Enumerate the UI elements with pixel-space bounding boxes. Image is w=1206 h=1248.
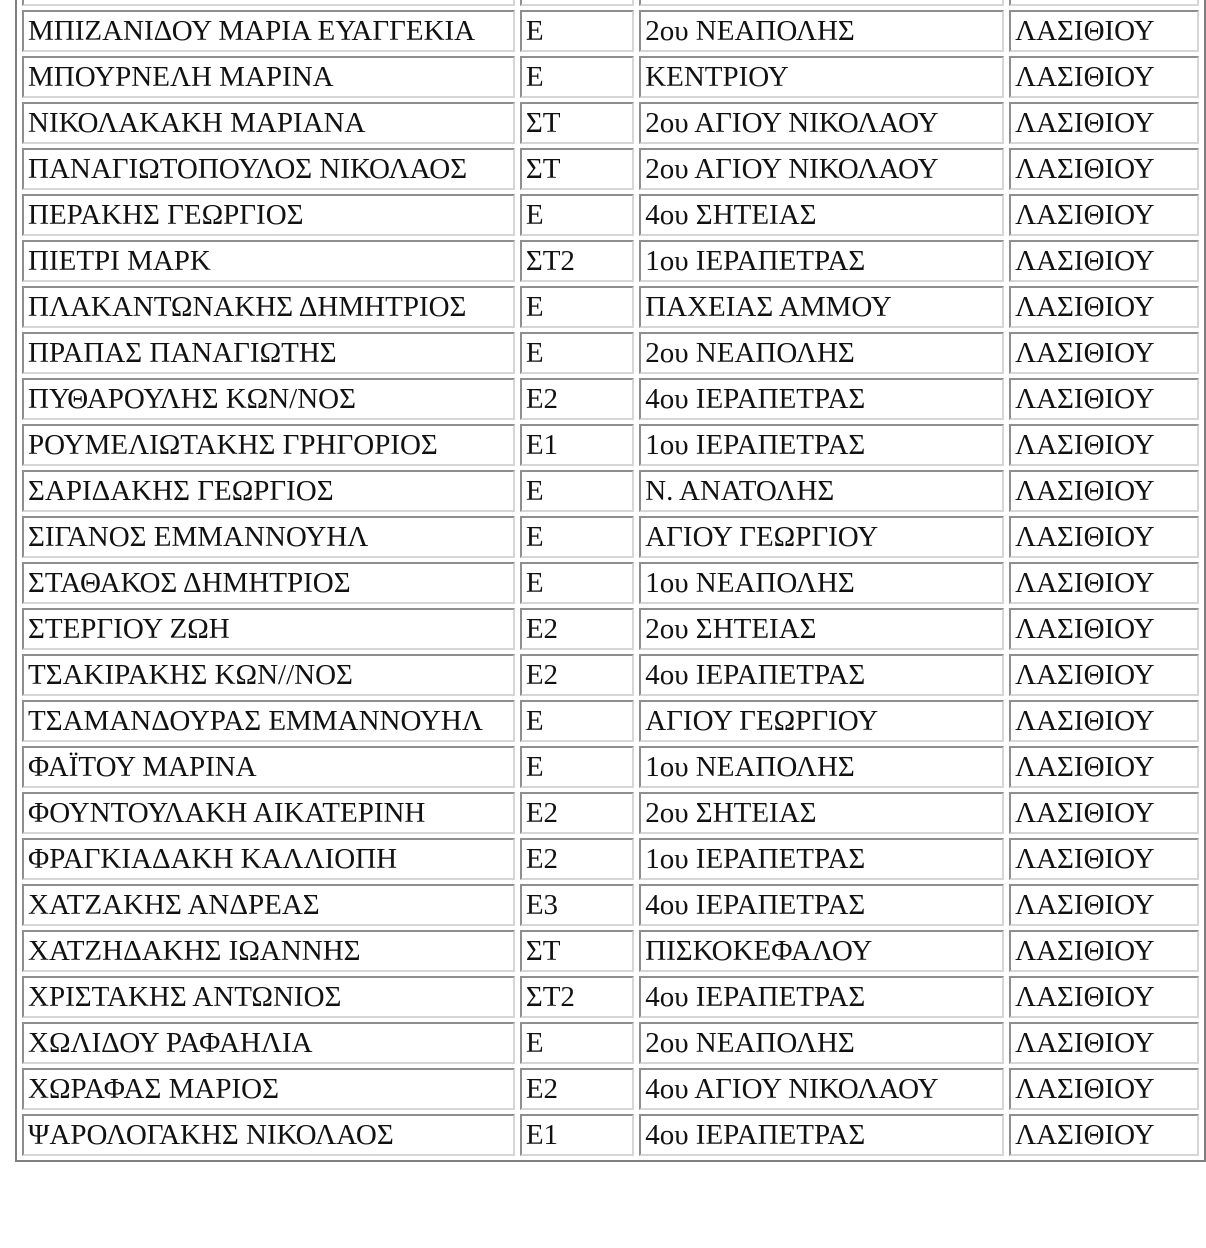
cell-school: 4ου ΑΓΙΟΥ ΝΙΚΟΛΑΟΥ bbox=[639, 1068, 1004, 1110]
cell-area: ΛΑΣΙΘΙΟΥ bbox=[1009, 424, 1199, 466]
cell-school: Ν. ΑΝΑΤΟΛΗΣ bbox=[639, 470, 1004, 512]
cell-class: ΣΤ2 bbox=[520, 976, 634, 1018]
cell-school: ΑΓΙΟΥ ΓΕΩΡΓΙΟΥ bbox=[639, 516, 1004, 558]
cell-area: ΛΑΣΙΘΙΟΥ bbox=[1009, 1022, 1199, 1064]
cell-name: ΠΥΘΑΡΟΥΛΗΣ ΚΩΝ/ΝΟΣ bbox=[22, 378, 515, 420]
cell-school: 4ου ΙΕΡΑΠΕΤΡΑΣ bbox=[639, 976, 1004, 1018]
cell-school: ΑΓΙΟΥ ΓΕΩΡΓΙΟΥ bbox=[639, 700, 1004, 742]
cell-name: ΠΡΑΠΑΣ ΠΑΝΑΓΙΩΤΗΣ bbox=[22, 332, 515, 374]
table-row bbox=[22, 562, 1199, 604]
cell-class: Ε bbox=[520, 516, 634, 558]
cell-area: ΛΑΣΙΘΙΟΥ bbox=[1009, 884, 1199, 926]
cell-class: Ε bbox=[520, 332, 634, 374]
cell-school: 2ου ΣΗΤΕΙΑΣ bbox=[639, 608, 1004, 650]
cell-class: Ε1 bbox=[520, 424, 634, 466]
cell-area: ΛΑΣΙΘΙΟΥ bbox=[1009, 1068, 1199, 1110]
cell-name bbox=[22, 0, 515, 6]
cell-name: ΦΟΥΝΤΟΥΛΑΚΗ ΑΙΚΑΤΕΡΙΝΗ bbox=[22, 792, 515, 834]
cell-class: ΣΤ bbox=[520, 148, 634, 190]
cell-area: ΛΑΣΙΘΙΟΥ bbox=[1009, 378, 1199, 420]
cell-class: Ε2 bbox=[520, 1068, 634, 1110]
cell-class: Ε2 bbox=[520, 838, 634, 880]
cell-area: ΛΑΣΙΘΙΟΥ bbox=[1009, 102, 1199, 144]
cell-name: ΠΕΡΑΚΗΣ ΓΕΩΡΓΙΟΣ bbox=[22, 194, 515, 236]
cell-area: ΛΑΣΙΘΙΟΥ bbox=[1009, 654, 1199, 696]
cell-class bbox=[520, 0, 634, 6]
cell-area: ΛΑΣΙΘΙΟΥ bbox=[1009, 792, 1199, 834]
cell-area bbox=[1009, 0, 1199, 6]
cell-class: Ε bbox=[520, 746, 634, 788]
cell-area: ΛΑΣΙΘΙΟΥ bbox=[1009, 148, 1199, 190]
table-row bbox=[22, 746, 1199, 788]
cell-school: 1ου ΙΕΡΑΠΕΤΡΑΣ bbox=[639, 838, 1004, 880]
cell-name: ΧΩΡΑΦΑΣ ΜΑΡΙΟΣ bbox=[22, 1068, 515, 1110]
cell-name: ΧΡΙΣΤΑΚΗΣ ΑΝΤΩΝΙΟΣ bbox=[22, 976, 515, 1018]
cell-school: 4ου ΙΕΡΑΠΕΤΡΑΣ bbox=[639, 378, 1004, 420]
cell-class: Ε1 bbox=[520, 1114, 634, 1156]
cell-name: ΡΟΥΜΕΛΙΩΤΑΚΗΣ ΓΡΗΓΟΡΙΟΣ bbox=[22, 424, 515, 466]
cell-name: ΧΑΤΖΑΚΗΣ ΑΝΔΡΕΑΣ bbox=[22, 884, 515, 926]
cell-school: ΠΙΣΚΟΚΕΦΑΛΟΥ bbox=[639, 930, 1004, 972]
cell-school: 1ου ΝΕΑΠΟΛΗΣ bbox=[639, 562, 1004, 604]
cell-school: 4ου ΙΕΡΑΠΕΤΡΑΣ bbox=[639, 884, 1004, 926]
cell-class: Ε bbox=[520, 194, 634, 236]
cell-class: Ε2 bbox=[520, 792, 634, 834]
cell-area: ΛΑΣΙΘΙΟΥ bbox=[1009, 470, 1199, 512]
table-row bbox=[22, 608, 1199, 650]
cell-name: ΦΡΑΓΚΙΑΔΑΚΗ ΚΑΛΛΙΟΠΗ bbox=[22, 838, 515, 880]
cell-area: ΛΑΣΙΘΙΟΥ bbox=[1009, 10, 1199, 52]
cell-area: ΛΑΣΙΘΙΟΥ bbox=[1009, 516, 1199, 558]
cell-area: ΛΑΣΙΘΙΟΥ bbox=[1009, 332, 1199, 374]
cell-school: ΠΑΧΕΙΑΣ ΑΜΜΟΥ bbox=[639, 286, 1004, 328]
cell-class: Ε3 bbox=[520, 884, 634, 926]
cell-name: ΤΣΑΜΑΝΔΟΥΡΑΣ ΕΜΜΑΝΝΟΥΗΛ bbox=[22, 700, 515, 742]
teacher-table bbox=[15, 0, 1206, 1162]
table-row bbox=[22, 792, 1199, 834]
cell-class: ΣΤ bbox=[520, 930, 634, 972]
table-row bbox=[22, 56, 1199, 98]
cell-class: Ε bbox=[520, 10, 634, 52]
table-row bbox=[22, 1114, 1199, 1156]
cell-school: 2ου ΑΓΙΟΥ ΝΙΚΟΛΑΟΥ bbox=[639, 148, 1004, 190]
cell-area: ΛΑΣΙΘΙΟΥ bbox=[1009, 56, 1199, 98]
cell-area: ΛΑΣΙΘΙΟΥ bbox=[1009, 838, 1199, 880]
cell-school: ΚΕΝΤΡΙΟΥ bbox=[639, 56, 1004, 98]
cell-school: 2ου ΝΕΑΠΟΛΗΣ bbox=[639, 1022, 1004, 1064]
cell-name: ΝΙΚΟΛΑΚΑΚΗ ΜΑΡΙΑΝΑ bbox=[22, 102, 515, 144]
table-row bbox=[22, 148, 1199, 190]
cell-school: 4ου ΙΕΡΑΠΕΤΡΑΣ bbox=[639, 1114, 1004, 1156]
cell-class: Ε bbox=[520, 470, 634, 512]
cell-class: Ε bbox=[520, 700, 634, 742]
cell-area: ΛΑΣΙΘΙΟΥ bbox=[1009, 194, 1199, 236]
cell-name: ΤΣΑΚΙΡΑΚΗΣ ΚΩΝ//ΝΟΣ bbox=[22, 654, 515, 696]
table-row bbox=[22, 194, 1199, 236]
cell-class: Ε bbox=[520, 562, 634, 604]
cell-area: ΛΑΣΙΘΙΟΥ bbox=[1009, 608, 1199, 650]
table-row bbox=[22, 976, 1199, 1018]
cell-name: ΜΠΙΖΑΝΙΔΟΥ ΜΑΡΙΑ ΕΥΑΓΓΕΚΙΑ bbox=[22, 10, 515, 52]
table-row bbox=[22, 930, 1199, 972]
cell-school: 2ου ΑΓΙΟΥ ΝΙΚΟΛΑΟΥ bbox=[639, 102, 1004, 144]
cell-class: Ε bbox=[520, 286, 634, 328]
cell-area: ΛΑΣΙΘΙΟΥ bbox=[1009, 700, 1199, 742]
cell-school: 4ου ΙΕΡΑΠΕΤΡΑΣ bbox=[639, 654, 1004, 696]
cell-school: 1ου ΙΕΡΑΠΕΤΡΑΣ bbox=[639, 240, 1004, 282]
cell-area: ΛΑΣΙΘΙΟΥ bbox=[1009, 746, 1199, 788]
cell-name: ΠΙΕΤΡΙ ΜΑΡΚ bbox=[22, 240, 515, 282]
cell-area: ΛΑΣΙΘΙΟΥ bbox=[1009, 240, 1199, 282]
cell-school: 2ου ΣΗΤΕΙΑΣ bbox=[639, 792, 1004, 834]
table-row bbox=[22, 700, 1199, 742]
table-row bbox=[22, 516, 1199, 558]
cell-class: Ε2 bbox=[520, 378, 634, 420]
table-row bbox=[22, 1022, 1199, 1064]
cell-area: ΛΑΣΙΘΙΟΥ bbox=[1009, 976, 1199, 1018]
cell-name: ΣΑΡΙΔΑΚΗΣ ΓΕΩΡΓΙΟΣ bbox=[22, 470, 515, 512]
table-row bbox=[22, 838, 1199, 880]
cell-class: ΣΤ2 bbox=[520, 240, 634, 282]
cell-area: ΛΑΣΙΘΙΟΥ bbox=[1009, 1114, 1199, 1156]
cell-name: ΠΑΝΑΓΙΩΤΟΠΟΥΛΟΣ ΝΙΚΟΛΑΟΣ bbox=[22, 148, 515, 190]
cell-school: 2ου ΝΕΑΠΟΛΗΣ bbox=[639, 10, 1004, 52]
cell-class: Ε bbox=[520, 56, 634, 98]
cell-area: ΛΑΣΙΘΙΟΥ bbox=[1009, 930, 1199, 972]
cell-school: 2ου ΝΕΑΠΟΛΗΣ bbox=[639, 332, 1004, 374]
cell-name: ΧΑΤΖΗΔΑΚΗΣ ΙΩΑΝΝΗΣ bbox=[22, 930, 515, 972]
table-row bbox=[22, 286, 1199, 328]
table-row bbox=[22, 884, 1199, 926]
table-row bbox=[22, 424, 1199, 466]
cell-class: Ε2 bbox=[520, 608, 634, 650]
table-row bbox=[22, 470, 1199, 512]
cell-name: ΣΙΓΑΝΟΣ ΕΜΜΑΝΝΟΥΗΛ bbox=[22, 516, 515, 558]
table-row bbox=[22, 654, 1199, 696]
teacher-table-body bbox=[22, 0, 1199, 1156]
cell-name: ΣΤΑΘΑΚΟΣ ΔΗΜΗΤΡΙΟΣ bbox=[22, 562, 515, 604]
cell-school: 1ου ΙΕΡΑΠΕΤΡΑΣ bbox=[639, 424, 1004, 466]
cell-name: ΠΛΑΚΑΝΤΩΝΑΚΗΣ ΔΗΜΗΤΡΙΟΣ bbox=[22, 286, 515, 328]
table-row bbox=[22, 1068, 1199, 1110]
table-row bbox=[22, 102, 1199, 144]
cell-school: 1ου ΝΕΑΠΟΛΗΣ bbox=[639, 746, 1004, 788]
table-row bbox=[22, 332, 1199, 374]
cell-class: ΣΤ bbox=[520, 102, 634, 144]
cell-area: ΛΑΣΙΘΙΟΥ bbox=[1009, 286, 1199, 328]
cell-name: ΜΠΟΥΡΝΕΛΗ ΜΑΡΙΝΑ bbox=[22, 56, 515, 98]
cell-name: ΧΩΛΙΔΟΥ ΡΑΦΑΗΛΙΑ bbox=[22, 1022, 515, 1064]
cell-name: ΦΑΪΤΟΥ ΜΑΡΙΝΑ bbox=[22, 746, 515, 788]
cell-class: Ε2 bbox=[520, 654, 634, 696]
cell-class: Ε bbox=[520, 1022, 634, 1064]
cell-name: ΣΤΕΡΓΙΟΥ ΖΩΗ bbox=[22, 608, 515, 650]
cell-area: ΛΑΣΙΘΙΟΥ bbox=[1009, 562, 1199, 604]
table-row bbox=[22, 240, 1199, 282]
cell-name: ΨΑΡΟΛΟΓΑΚΗΣ ΝΙΚΟΛΑΟΣ bbox=[22, 1114, 515, 1156]
cell-school: 4ου ΣΗΤΕΙΑΣ bbox=[639, 194, 1004, 236]
table-row bbox=[22, 378, 1199, 420]
cell-school bbox=[639, 0, 1004, 6]
table-row bbox=[22, 10, 1199, 52]
table-row bbox=[22, 0, 1199, 6]
